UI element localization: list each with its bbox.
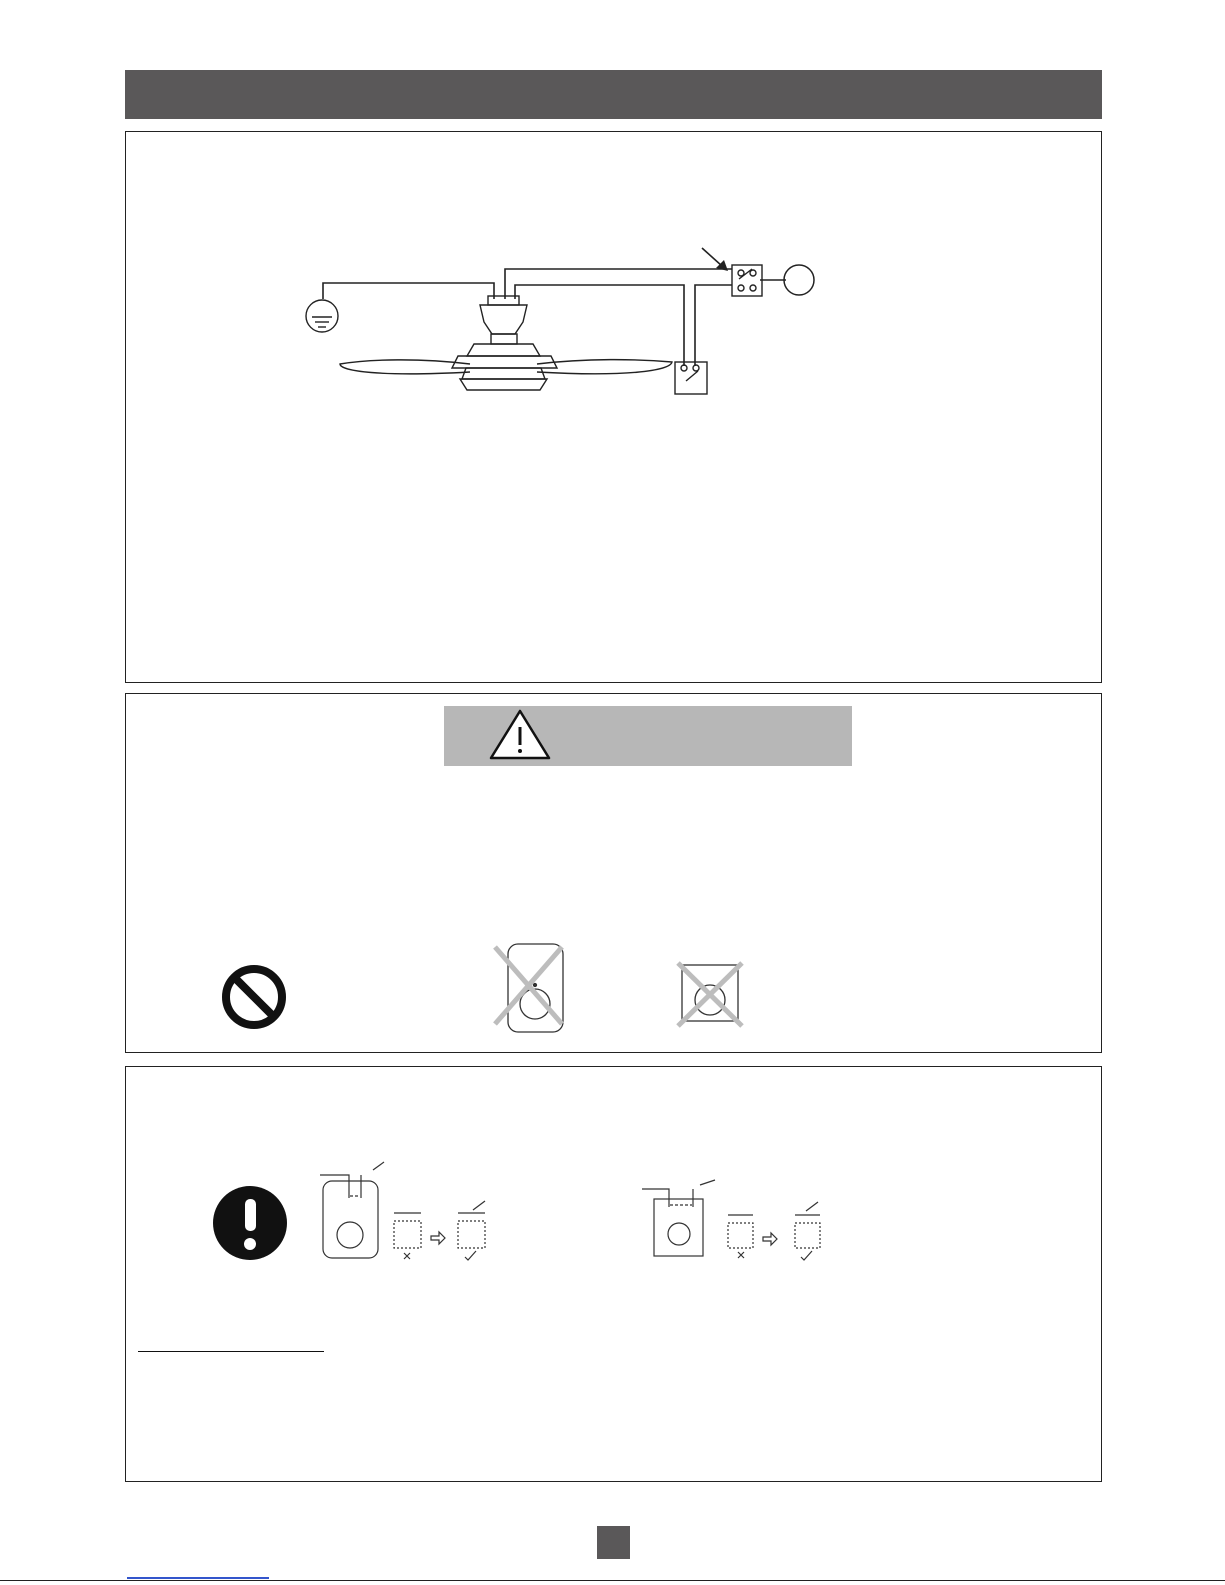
- footer-rule: [0, 1580, 1225, 1581]
- wiring-diagram-panel: [125, 131, 1102, 683]
- page-number-box: [597, 1526, 630, 1559]
- section-underline: [138, 1351, 324, 1352]
- page-header-bar: [125, 70, 1102, 119]
- footer-link-underline[interactable]: [127, 1577, 269, 1579]
- caution-panel: [125, 1066, 1102, 1482]
- warning-banner: [444, 706, 852, 766]
